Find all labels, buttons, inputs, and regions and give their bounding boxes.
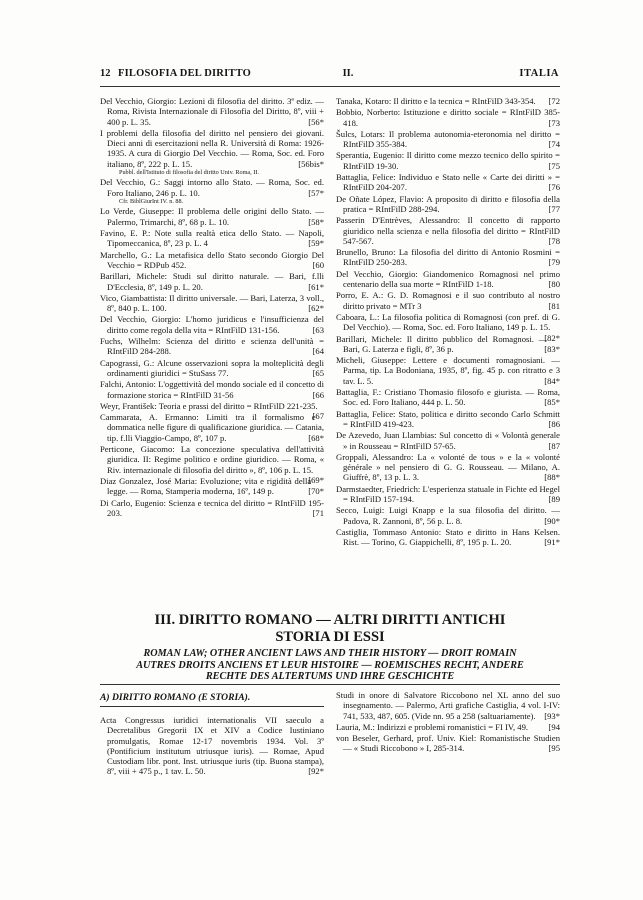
bibliography-entry [100, 336, 324, 357]
bibliography-entry [336, 269, 560, 290]
entry-text: Cammarata, A. Ermanno: Limiti tra il formalismo e dommatica nelle figure di qualificazione giuridica. — Catania, tip. f.lli Viaggio-Campo, 8º, 107 p. [100, 412, 324, 443]
entry-number: [93* [544, 710, 560, 721]
entry-number: [71 [312, 507, 324, 518]
entry-note: Cfr. BiblGiurInt IV. n. 88. [119, 198, 184, 206]
section-title-line: STORIA DI ESSI [275, 629, 385, 645]
section-subtitle [100, 648, 560, 683]
entry-text: Castiglia, Tommaso Antonio: Stato e diritto in Hans Kelsen. Rist. — Torino, G. Giappichelli, 8º, 195 p. L. 20. [336, 526, 560, 548]
bibliography-entry [336, 387, 560, 408]
entry-text: von Beseler, Gerhard, prof. Univ. Kiel: Romanistische Studien — « Studi Riccobono » I, 285-314. [336, 733, 560, 754]
bibliography-entry [100, 177, 324, 205]
entry-text: Barillari, Michele: Il diritto pubblico del Romagnosi. — Bari, G. Laterza e figli, 8º, 36 p. [336, 333, 548, 354]
bibliography-entry [336, 355, 560, 386]
entry-number: [90* [544, 515, 560, 526]
entry-text: Del Vecchio, G.: Saggi intorno allo Stato. — Roma, Soc. ed. Foro Italiano, 246 p. L. 10. [100, 177, 324, 198]
entry-text: Lo Verde, Giuseppe: Il problema delle origini dello Stato. — Palermo, Trimarchi, 8º, 68 p. L. 10. [100, 206, 324, 227]
bibliography-entry [336, 150, 560, 171]
entry-number: [68* [308, 432, 324, 443]
country-label: ITALIA [519, 68, 559, 79]
entry-number: [57* [308, 187, 324, 198]
entry-number: [81 [548, 300, 560, 311]
section-title [100, 612, 560, 646]
entry-number: [89 [548, 493, 560, 504]
bibliography-entry [336, 311, 560, 343]
entry-number: [69* [308, 474, 324, 485]
bibliography-entry [336, 334, 560, 355]
entry-number: [56* [308, 116, 324, 127]
entry-number: [70* [308, 486, 324, 497]
bibliography-entry [336, 505, 560, 526]
entry-number: [91* [544, 537, 560, 548]
entry-note: Pubbl. dell'Istituto di filosofia del diritto Univ. Roma, II. [119, 169, 259, 177]
entry-number: [58* [308, 216, 324, 227]
section-title-line: III. DIRITTO ROMANO — ALTRI DIRITTI ANTICHI [154, 612, 506, 628]
entry-number: [60 [312, 259, 324, 270]
section-right-column [336, 690, 560, 755]
entry-number: [66 [312, 389, 324, 400]
left-column [100, 96, 324, 519]
entry-text: Diaz Gonzalez, José Maria: Evoluzione; vita e rigidità della legge. — Roma, Stamperia moderna, 16º, 149 p. [100, 475, 312, 497]
bibliography-entry [336, 484, 560, 505]
entry-number: [95 [548, 743, 560, 754]
entry-text: Marchello, G.: La metafisica dello Stato secondo Giorgio Del Vecchio = RDPub 452. [100, 249, 324, 270]
entry-number: [67 [312, 411, 324, 422]
bibliography-entry [100, 379, 324, 400]
entry-text: Secco, Luigi: Luigi Knapp e la sua filosofia del diritto. — Padova, R. Zannoni, 8º, 56 p. L. 8. [336, 505, 560, 526]
bibliography-entry [100, 358, 324, 379]
bibliography-columns [100, 96, 560, 606]
subsection-rule [100, 706, 324, 707]
entry-text: Battaglia, F.: Cristiano Thomasio filosofo e giurista. — Roma, Soc. ed. Foro Italiano, 444 p. L. 50. [336, 387, 560, 408]
entry-text: Fuchs, Wilhelm: Scienza del diritto e scienza dell'unità = RIntFilD 284-288. [100, 336, 324, 357]
bibliography-entry [336, 409, 560, 430]
bibliography-entry [100, 444, 324, 485]
entry-text: De Oñate López, Flavio: A proposito di diritto e filosofia della pratica = RIntFilD 288-294. [336, 193, 560, 214]
entry-text: Studi in onore di Salvatore Riccobono nel XL anno del suo insegnamento. — Palermo, Arti grafiche Castiglia, 4 vol. I-IV: 741, 533, 487, 605. (Vide nn. 95 a 258 (saltuariamente). [336, 690, 560, 721]
bibliography-entry [336, 129, 560, 150]
entry-text: Capograssi, G.: Alcune osservazioni sopra la molteplicità degli ordinamenti giuridici = StuSass 77. [100, 357, 324, 378]
bibliography-entry [100, 128, 324, 177]
bibliography-entry [336, 527, 560, 548]
header-rule [100, 86, 560, 87]
subsection-heading: A) DIRITTO ROMANO (E STORIA). [100, 692, 251, 703]
bibliography-entry [336, 172, 560, 193]
entry-number: [65 [312, 367, 324, 378]
section-rule [100, 684, 560, 685]
entry-number: [59* [308, 238, 324, 249]
entry-text: Lauria, M.: Indirizzi e problemi romanistici = FI IV, 49. [336, 721, 529, 732]
bibliography-entry [336, 290, 560, 311]
bibliography-entry [336, 430, 560, 451]
bibliography-entry [100, 96, 324, 127]
entry-text: Weyr, František: Teoria e prassi del diritto = RIntFilD 221-235. [100, 400, 318, 411]
bibliography-entry [336, 733, 560, 754]
entry-text: Bobbio, Norberto: Istituzione e diritto sociale = RIntFilD 385-418. [336, 107, 560, 128]
entry-number: [74 [548, 139, 560, 150]
entry-text: Brunello, Bruno: La filosofia del diritto di Antonio Rosmini = RIntFilD 250-283. [336, 247, 560, 268]
entry-number: [79 [548, 257, 560, 268]
bibliography-entry [100, 250, 324, 271]
entry-text: Acta Congressus iuridici internationalis VII saeculo a Decretalibus Gregorii IX et XIV a Codice Iustiniano promulgatis, Romae 12-17 novembris 1934. Vol. 3º (Pontificium institutum utriusque iuris). — Romae, Apud Custodiam libr. pont. Inst. utriusque iuris (tip. Buona stampa), 8º, viii + 475 p., 1 tav. L. 50. [100, 715, 324, 777]
bibliography-entry [100, 228, 324, 249]
entry-text: Del Vecchio, Giorgio: Lezioni di filosofia del diritto. 3ª ediz. — Roma, Rivista Internazionale di Filosofia del Diritto, 8º, viii + 400 p. L. 35. [100, 96, 324, 127]
bibliography-entry [100, 715, 324, 777]
entry-number: [84* [544, 375, 560, 386]
right-column [336, 96, 560, 548]
entry-number: [82* [544, 332, 560, 343]
section-columns [100, 690, 560, 820]
entry-text: Di Carlo, Eugenio: Scienza e tecnica del diritto = RIntFilD 195-203. [100, 497, 324, 518]
bibliography-entry [100, 498, 324, 519]
entry-number: [94 [548, 721, 560, 732]
running-title: FILOSOFIA DEL DIRITTO [118, 68, 251, 79]
entry-number: [86 [548, 418, 560, 429]
entry-number: [87 [548, 440, 560, 451]
entry-text: Battaglia, Felice: Stato, politica e diritto secondo Carlo Schmitt = RIntFilD 419-423. [336, 408, 560, 429]
bibliography-entry [100, 293, 324, 314]
entry-number: [76 [548, 182, 560, 193]
entry-text: Battaglia, Felice: Individuo e Stato nelle « Carte dei diritti » = RIntFilD 204-207. [336, 172, 560, 193]
bibliography-entry [336, 452, 560, 483]
entry-text: Sperantia, Eugenio: Il diritto come mezzo tecnico dello spirito = RIntFilD 19-30. [336, 150, 560, 171]
bibliography-entry [336, 247, 560, 268]
entry-number: [61* [308, 281, 324, 292]
bibliography-entry [100, 476, 324, 497]
section-left-column [100, 690, 324, 778]
bibliography-entry [100, 206, 324, 227]
entry-text: Vico, Giambattista: Il diritto universale. — Bari, Laterza, 3 voll., 8º, 840 p. L. 100. [100, 292, 324, 314]
entry-text: Šulcs, Lotars: Il problema autonomia-eteronomia nel diritto = RIntFilD 355-384. [336, 128, 560, 150]
entry-text: I problemi della filosofia del diritto nel pensiero dei giovani. Dieci anni di esercitazioni nella R. Università di Roma: 1926-1935. A cura di Giorgio Del Vecchio. — Roma, Soc. ed. Foro italiano, 8º, 222 p. L. 15. [100, 127, 324, 169]
entry-text: Favino, E. P.: Note sulla realtà etica dello Stato. — Napoli, Tipomeccanica, 8º, 23 p. L. 4 [100, 228, 324, 249]
entry-number: [73 [548, 117, 560, 128]
entry-number: [77 [548, 203, 560, 214]
bibliography-entry [336, 107, 560, 128]
entry-text: Falchi, Antonio: L'oggettività del mondo sociale ed il concetto di formazione storica = RIntFilD 31-56 [100, 379, 324, 400]
section-left-entries [100, 715, 324, 777]
entry-text: Caboara, L.: La filosofia politica di Romagnosi (con pref. di G. Del Vecchio). — Roma, Soc. ed. Foro Italiano, 149 p. L. 15. [336, 311, 560, 333]
entry-text: Porro, E. A.: G. D. Romagnosi e il suo contributo al nostro diritto privato = MTr 3 [336, 290, 560, 311]
entry-number: [92* [308, 766, 324, 777]
entry-number: [80 [548, 279, 560, 290]
entry-text: Micheli, Giuseppe: Lettere e documenti romagnosiani. — Parma, tip. La Bodoniana, 1935, 8º, fig. 45 p. con ritratto e 3 tav. L. 5. [336, 355, 560, 386]
bibliography-entry [100, 314, 324, 335]
entry-text: Del Vecchio, Giorgio: Giandomenico Romagnosi nel primo centenario della sua morte = RIntFilD 1-18. [336, 268, 560, 290]
subtitle-line: ROMAN LAW; OTHER ANCIENT LAWS AND THEIR HISTORY — DROIT ROMAIN [143, 648, 517, 659]
entry-text: Groppali, Alessandro: La « volonté de tous » e la « volonté générale » nel pensiero di G. G. Rousseau. — Milano, A. Giuffrè, 8º, 13 p. L. 3. [336, 451, 560, 483]
subtitle-line: AUTRES DROITS ANCIENS ET LEUR HISTOIRE — ROEMISCHES RECHT, ANDERE [136, 659, 524, 671]
bibliography-entry [100, 400, 324, 422]
entry-text: Del Vecchio, Giorgio: L'homo juridicus e l'insufficienza del diritto come regola della vita = RIntFilD 131-156. [100, 314, 324, 335]
entry-number: [56bis* [298, 158, 324, 169]
bibliography-entry [336, 96, 560, 106]
entry-number: [72 [548, 96, 560, 106]
running-header [100, 68, 559, 84]
bibliography-entry [100, 271, 324, 292]
bibliography-entry [336, 194, 560, 215]
page-number: 12 [100, 68, 111, 79]
subtitle-line: RECHTE DES ALTERTUMS UND IHRE GESCHICHTE [205, 671, 455, 683]
entry-text: Barillari, Michele: Studi sul diritto naturale. — Bari, f.lli D'Ecclesia, 8º, 149 p. L. 20. [100, 271, 324, 292]
entry-text: Passerin D'Entrèves, Alessandro: Il concetto di rapporto giuridico nella scienza e nella filosofia del diritto = RIntFilD 547-567. [336, 215, 560, 246]
entry-text: Perticone, Giacomo: La concezione speculativa dell'attività giuridica. II: Regime politico e ordine giuridico. — Roma, « Riv. internazionale di filosofia del diritto », 8º, 106 p. L. 15. [100, 444, 324, 475]
entry-number: [85* [544, 397, 560, 408]
entry-text: Darmstaedter, Friedrich: L'esperienza statuale in Fichte ed Hegel = RIntFilD 157-194. [336, 483, 560, 504]
section-number: II. [342, 68, 354, 79]
entry-number: [88* [544, 472, 560, 483]
bibliography-entry [336, 215, 560, 246]
entry-number: [75 [548, 160, 560, 171]
entry-text: Tanaka, Kotaro: Il diritto e la tecnica = RIntFilD 343-354. [336, 96, 536, 106]
entry-number: [78 [548, 235, 560, 246]
entry-number: [83* [544, 343, 560, 354]
entry-text: De Azevedo, Juan Llambias: Sul concetto di « Volontà generale » in Rousseau = RIntFilD 57-65. [336, 430, 560, 451]
bibliography-entry [336, 722, 560, 732]
entry-number: [63 [312, 324, 324, 335]
entry-number: [64 [312, 346, 324, 357]
entry-number: [62* [308, 303, 324, 314]
bibliography-entry [336, 690, 560, 721]
bibliography-entry [100, 412, 324, 443]
